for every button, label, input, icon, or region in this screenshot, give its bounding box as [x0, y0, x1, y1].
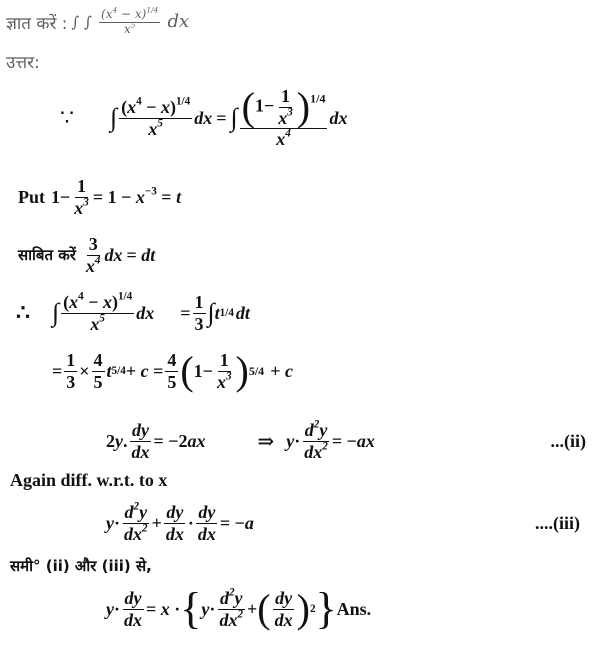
prove-equation: साबित करें $\frac{3}{x^4}$ dx = dt: [18, 234, 156, 276]
eq3-tag: ....(iii): [535, 512, 580, 533]
eq-reference-label: समी° (ii) और (iii) से,: [10, 557, 152, 575]
because-equation: ∵ ∫ $\frac{(x^4 - x)^{1/4}}{x^5}$ dx = ∫ (1− $\frac{1}{x^3}$ )$^{1/4}$ $x^4$ dx: [60, 84, 348, 150]
question-fraction: $\frac{(x^4 - x)^{1/4}}{x^5}$: [101, 5, 159, 36]
result-equation: = $\frac{1}{3}$ × $\frac{4}{5}$ t 5/4 + c = $\frac{4}{5}$ ( 1− $\frac{1}{x^3}$ ) 5/4 + c: [52, 348, 293, 394]
equation-ii: 2y. $\frac{dy}{dx}$ = −2ax ⇒ y · $\frac{d^2y}{dx^2}$ = −ax ...(ii): [106, 418, 586, 462]
question-label: ज्ञात करें :: [6, 13, 68, 34]
question-integral: ∫ ∫ $\frac{(x^4 - x)^{1/4}}{x^5}$ dx: [71, 5, 190, 36]
put-word: Put: [18, 186, 45, 207]
final-equation: y · $\frac{dy}{dx}$ = x · { y · $\frac{d^2y}{dx^2}$ + ( $\frac{dy}{dx}$ ) 2 } Ans.: [106, 584, 372, 634]
put-equation: Put 1− $\frac{1}{x^3}$ = $1 - x^{-3} = t$: [18, 176, 182, 218]
eq2-tag: ...(ii): [550, 430, 586, 451]
therefore-equation: ∴ ∫ $\frac{(x^4 - x)^{1/4}}{x^5}$ dx = $\frac{1}{3}$ ∫ t 1/4 dt: [16, 290, 250, 334]
therefore-symbol: ∴: [16, 300, 30, 326]
because-symbol: ∵: [60, 105, 74, 131]
question-line: [6, 5, 190, 37]
again-diff-text: Again diff. w.r.t. to x: [10, 470, 168, 490]
equation-iii: y · $\frac{d^2y}{dx^2}$ + $\frac{dy}{dx}$ · $\frac{dy}{dx}$ = −a ....(iii): [106, 500, 580, 544]
ans-label: Ans.: [336, 598, 372, 619]
prove-label: साबित करें: [18, 246, 76, 265]
answer-label: उत्तर:: [6, 53, 40, 73]
